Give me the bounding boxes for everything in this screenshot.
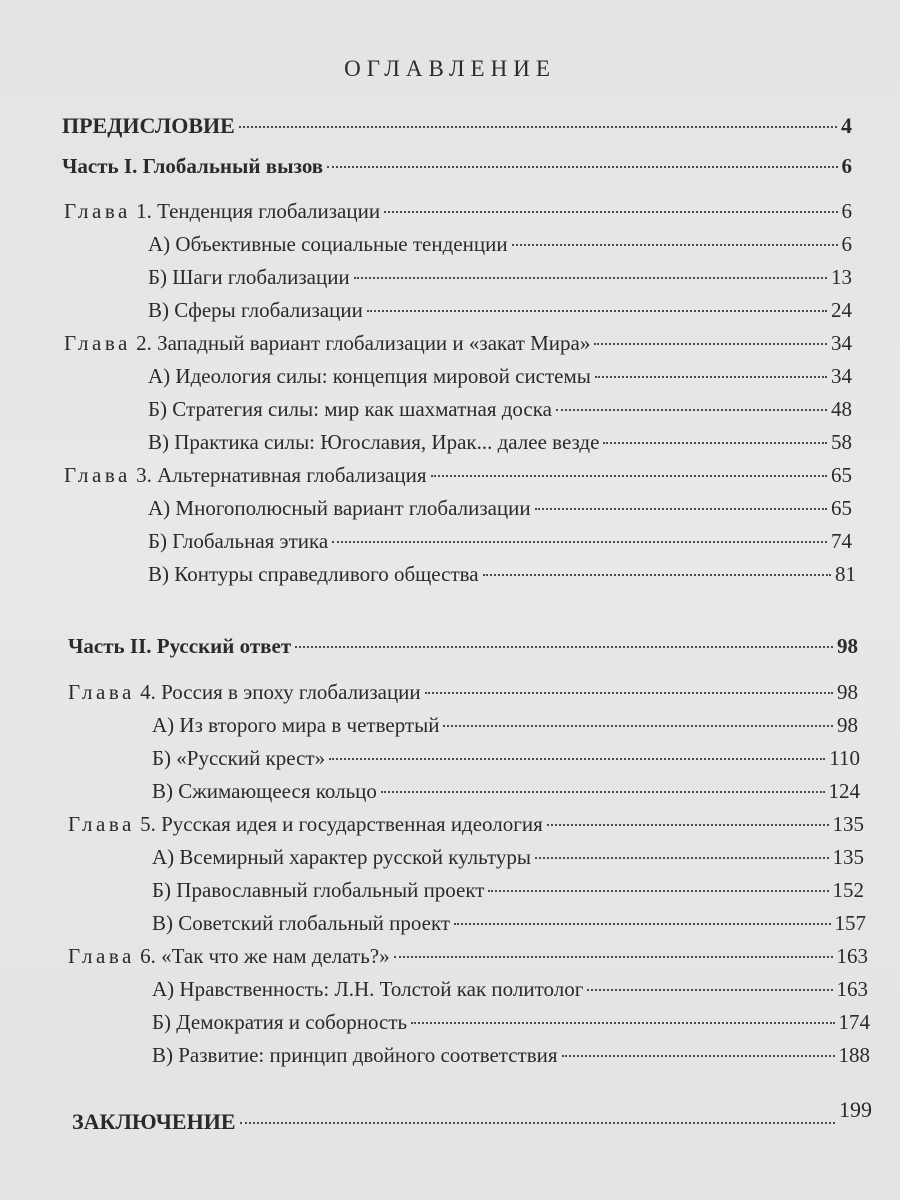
leader-dots [240, 1122, 836, 1124]
entry-text: А) Из второго мира в четвертый [152, 713, 440, 737]
page-number: 110 [829, 746, 860, 770]
page-number: 13 [831, 265, 852, 289]
leader-dots [562, 1055, 835, 1057]
leader-dots [535, 857, 829, 859]
entry-text: 1. Тенденция глобализации [136, 199, 381, 223]
page-number: 174 [838, 1010, 870, 1034]
leader-dots [239, 126, 837, 128]
leader-dots [443, 725, 833, 727]
toc-entry-section [152, 975, 868, 1003]
entry-text: А) Объективные социальные тенденции [148, 232, 508, 256]
entry-text: А) Многополюсный вариант глобализации [148, 496, 531, 520]
page-number: 6 [841, 154, 852, 178]
toc-entry-chapter-1 [64, 197, 852, 225]
entry-text: Б) Демократия и соборность [152, 1010, 408, 1034]
entry-text: 6. «Так что же нам делать?» [140, 944, 390, 968]
leader-dots [394, 956, 833, 958]
toc-entry-section [152, 1041, 870, 1069]
page-number: 74 [831, 529, 852, 553]
toc-entry-section [148, 527, 852, 555]
leader-dots [381, 791, 825, 793]
toc-entry-conclusion [72, 1097, 872, 1136]
toc-entry-section [152, 744, 860, 772]
page-number: 98 [837, 634, 858, 658]
page-number: 152 [832, 878, 864, 902]
toc-entry-section [152, 711, 858, 739]
leader-dots [367, 310, 827, 312]
page-number: 34 [831, 331, 852, 355]
entry-text: Б) «Русский крест» [152, 746, 326, 770]
entry-text: А) Идеология силы: концепция мировой системы [148, 364, 591, 388]
page-number: 135 [832, 845, 864, 869]
toc-entry-chapter-2 [64, 329, 852, 357]
page-number: 188 [838, 1043, 870, 1067]
toc-entry-section [148, 296, 852, 324]
toc-entry-chapter-3 [64, 461, 852, 489]
toc-entry-section [152, 876, 864, 904]
entry-text: А) Нравственность: Л.Н. Толстой как политолог [152, 977, 584, 1001]
toc-entry-section [148, 263, 852, 291]
page-number: 34 [831, 364, 852, 388]
toc-entry-chapter-4 [68, 678, 858, 706]
leader-dots [329, 758, 825, 760]
leader-dots [603, 442, 827, 444]
entry-text: Б) Шаги глобализации [148, 265, 350, 289]
leader-dots [488, 890, 828, 892]
leader-dots [483, 574, 831, 576]
toc-entry-section [148, 560, 856, 588]
chapter-prefix: Глава [64, 331, 131, 355]
page-number: 163 [836, 977, 868, 1001]
entry-text: Б) Стратегия силы: мир как шахматная доска [148, 397, 552, 421]
toc-title: ОГЛАВЛЕНИЕ [344, 56, 556, 81]
chapter-prefix: Глава [64, 199, 131, 223]
chapter-prefix: Глава [68, 944, 135, 968]
page-number: 58 [831, 430, 852, 454]
leader-dots [512, 244, 838, 246]
toc-entry-section [148, 494, 852, 522]
page-number: 81 [835, 562, 856, 586]
page-number: 98 [837, 680, 858, 704]
page-number: 163 [836, 944, 868, 968]
toc-entry-chapter-5 [68, 810, 864, 838]
page-number: 6 [841, 199, 852, 223]
entry-text: А) Всемирный характер русской культуры [152, 845, 531, 869]
toc-entry-section [152, 1008, 870, 1036]
toc-entry-section [148, 362, 852, 390]
toc-entry-section [148, 230, 852, 258]
entry-text: 5. Русская идея и государственная идеология [140, 812, 543, 836]
page-number: 135 [832, 812, 864, 836]
entry-text: 2. Западный вариант глобализации и «закат Мира» [136, 331, 591, 355]
entry-text: ЗАКЛЮЧЕНИЕ [72, 1109, 236, 1134]
entry-text: В) Развитие: принцип двойного соответствия [152, 1043, 558, 1067]
toc-entry-part-1 [62, 152, 852, 180]
entry-text: В) Контуры справедливого общества [148, 562, 479, 586]
page-number: 4 [841, 113, 852, 138]
entry-text: Б) Православный глобальный проект [152, 878, 485, 902]
chapter-prefix: Глава [68, 680, 135, 704]
page-number: 98 [837, 713, 858, 737]
page-number: 6 [841, 232, 852, 256]
leader-dots [411, 1022, 834, 1024]
toc-entry-preface [62, 112, 852, 140]
page-number: 157 [834, 911, 866, 935]
leader-dots [295, 646, 833, 648]
page-number: 65 [831, 496, 852, 520]
entry-text: 4. Россия в эпоху глобализации [140, 680, 421, 704]
toc-entry-section [152, 843, 864, 871]
entry-text: Б) Глобальная этика [148, 529, 329, 553]
leader-dots [384, 211, 837, 213]
page-number: 24 [831, 298, 852, 322]
toc-entry-section [152, 909, 866, 937]
page-number: 124 [828, 779, 860, 803]
entry-text: Часть II. Русский ответ [68, 634, 292, 658]
toc-entry-section [148, 428, 852, 456]
leader-dots [556, 409, 827, 411]
leader-dots [332, 541, 827, 543]
entry-text: ПРЕДИСЛОВИЕ [62, 113, 235, 138]
entry-text: В) Практика силы: Югославия, Ирак... далее везде [148, 430, 600, 454]
entry-text: В) Сжимающееся кольцо [152, 779, 377, 803]
leader-dots [594, 343, 827, 345]
leader-dots [431, 475, 828, 477]
toc-entry-part-2 [68, 632, 858, 660]
page-number: 65 [831, 463, 852, 487]
leader-dots [354, 277, 827, 279]
leader-dots [425, 692, 833, 694]
entry-text: 3. Альтернативная глобализация [136, 463, 427, 487]
entry-text: Часть I. Глобальный вызов [62, 154, 324, 178]
toc-entry-section [152, 777, 860, 805]
leader-dots [595, 376, 827, 378]
leader-dots [327, 166, 837, 168]
leader-dots [535, 508, 827, 510]
leader-dots [454, 923, 830, 925]
entry-text: В) Советский глобальный проект [152, 911, 451, 935]
entry-text: В) Сферы глобализации [148, 298, 363, 322]
leader-dots [587, 989, 832, 991]
page-number: 48 [831, 397, 852, 421]
page-number: 199 [839, 1097, 872, 1122]
leader-dots [547, 824, 829, 826]
chapter-prefix: Глава [68, 812, 135, 836]
chapter-prefix: Глава [64, 463, 131, 487]
toc-entry-section [148, 395, 852, 423]
toc-entry-chapter-6 [68, 942, 868, 970]
